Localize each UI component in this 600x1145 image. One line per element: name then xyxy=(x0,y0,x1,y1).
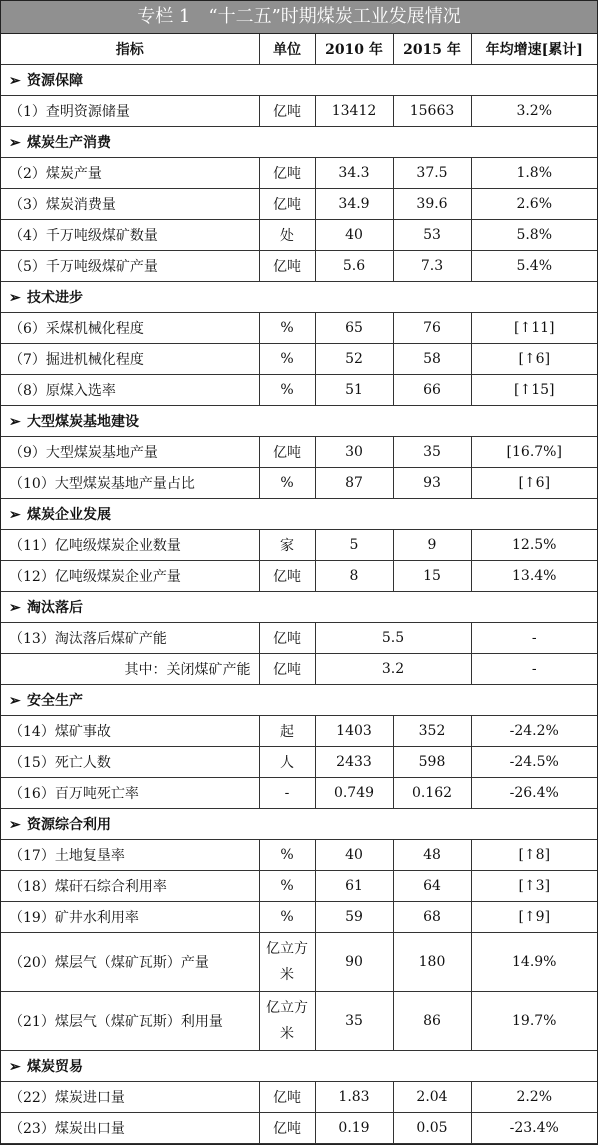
section-row xyxy=(1,592,597,623)
section-row xyxy=(1,282,597,313)
value-2010-cell: 35 xyxy=(315,992,393,1051)
growth-cell: - xyxy=(471,623,597,654)
unit-cell: 处 xyxy=(259,220,315,251)
table-row xyxy=(1,623,597,654)
growth-cell: [↑11] xyxy=(471,313,597,344)
value-2010-cell: 90 xyxy=(315,933,393,992)
value-2015-cell: 66 xyxy=(393,375,471,406)
growth-cell: - xyxy=(471,654,597,685)
unit-cell: % xyxy=(259,375,315,406)
value-2010-cell: 30 xyxy=(315,437,393,468)
growth-cell: 2.2% xyxy=(471,1082,597,1113)
section-label: 煤炭企业发展 xyxy=(27,507,111,523)
value-2010-cell: 34.3 xyxy=(315,158,393,189)
section-row xyxy=(1,809,597,840)
unit-cell: 亿吨 xyxy=(259,561,315,592)
growth-cell: [↑6] xyxy=(471,344,597,375)
growth-cell: 14.9% xyxy=(471,933,597,992)
growth-cell: [↑6] xyxy=(471,468,597,499)
indicator-name: （14）煤矿事故 xyxy=(1,716,259,747)
value-2010-cell: 40 xyxy=(315,220,393,251)
value-2015-cell: 37.5 xyxy=(393,158,471,189)
table-row xyxy=(1,840,597,871)
value-2015-cell: 93 xyxy=(393,468,471,499)
value-2015-cell: 352 xyxy=(393,716,471,747)
coal-indicator-table xyxy=(1,34,597,1144)
section-arrow-icon: ➢ xyxy=(9,507,21,523)
indicator-name: （8）原煤入选率 xyxy=(1,375,259,406)
unit-cell: % xyxy=(259,840,315,871)
table-row xyxy=(1,96,597,127)
growth-cell: [↑3] xyxy=(471,871,597,902)
section-arrow-icon: ➢ xyxy=(9,1059,21,1075)
growth-cell: -23.4% xyxy=(471,1113,597,1144)
value-2015-cell: 598 xyxy=(393,747,471,778)
header-indicator: 指标 xyxy=(1,34,259,65)
unit-cell: 亿吨 xyxy=(259,96,315,127)
indicator-name: （22）煤炭进口量 xyxy=(1,1082,259,1113)
value-2015-cell: 68 xyxy=(393,902,471,933)
indicator-name: （12）亿吨级煤炭企业产量 xyxy=(1,561,259,592)
indicator-name: （5）千万吨级煤矿产量 xyxy=(1,251,259,282)
value-2015-cell: 53 xyxy=(393,220,471,251)
value-2010-cell: 61 xyxy=(315,871,393,902)
unit-cell: 亿吨 xyxy=(259,158,315,189)
unit-cell: 起 xyxy=(259,716,315,747)
value-2010-cell: 0.19 xyxy=(315,1113,393,1144)
table-row xyxy=(1,654,597,685)
indicator-name: （13）淘汰落后煤矿产能 xyxy=(1,623,259,654)
growth-cell: -24.2% xyxy=(471,716,597,747)
table-row xyxy=(1,778,597,809)
table-row xyxy=(1,189,597,220)
table-row xyxy=(1,716,597,747)
indicator-name: （20）煤层气（煤矿瓦斯）产量 xyxy=(1,933,259,992)
growth-cell: 1.8% xyxy=(471,158,597,189)
indicator-name: （19）矿井水利用率 xyxy=(1,902,259,933)
value-2015-cell: 86 xyxy=(393,992,471,1051)
unit-cell: 亿吨 xyxy=(259,623,315,654)
section-arrow-icon: ➢ xyxy=(9,817,21,833)
unit-cell: 亿吨 xyxy=(259,189,315,220)
table-body xyxy=(1,65,597,1144)
indicator-name: 其中：关闭煤矿产能 xyxy=(1,654,259,685)
section-header xyxy=(1,406,597,437)
table-row xyxy=(1,933,597,992)
indicator-name: （21）煤层气（煤矿瓦斯）利用量 xyxy=(1,992,259,1051)
value-2010-cell: 1403 xyxy=(315,716,393,747)
growth-cell: -26.4% xyxy=(471,778,597,809)
section-label: 安全生产 xyxy=(27,693,83,709)
value-2010-cell: 1.83 xyxy=(315,1082,393,1113)
indicator-name: （4）千万吨级煤矿数量 xyxy=(1,220,259,251)
value-2010-cell: 87 xyxy=(315,468,393,499)
value-2015-cell: 2.04 xyxy=(393,1082,471,1113)
section-arrow-icon: ➢ xyxy=(9,135,21,151)
value-2015-cell: 76 xyxy=(393,313,471,344)
table-row xyxy=(1,220,597,251)
growth-cell: 13.4% xyxy=(471,561,597,592)
table-row xyxy=(1,871,597,902)
section-header xyxy=(1,685,597,716)
indicator-name: （9）大型煤炭基地产量 xyxy=(1,437,259,468)
growth-cell: [↑9] xyxy=(471,902,597,933)
section-header xyxy=(1,809,597,840)
indicator-name: （6）采煤机械化程度 xyxy=(1,313,259,344)
value-2015-cell: 0.05 xyxy=(393,1113,471,1144)
value-2015-cell: 35 xyxy=(393,437,471,468)
value-2010-cell: 5.6 xyxy=(315,251,393,282)
value-2010-cell: 0.749 xyxy=(315,778,393,809)
section-row xyxy=(1,685,597,716)
table-row xyxy=(1,375,597,406)
table-row xyxy=(1,158,597,189)
header-row xyxy=(1,34,597,65)
growth-cell: [16.7%] xyxy=(471,437,597,468)
value-2015-cell: 64 xyxy=(393,871,471,902)
value-2010-cell: 5 xyxy=(315,530,393,561)
section-label: 煤炭贸易 xyxy=(27,1059,83,1075)
unit-cell: % xyxy=(259,902,315,933)
table-row xyxy=(1,437,597,468)
unit-cell: 家 xyxy=(259,530,315,561)
indicator-name: （17）土地复垦率 xyxy=(1,840,259,871)
table-row xyxy=(1,530,597,561)
value-2010-cell: 52 xyxy=(315,344,393,375)
growth-cell: 12.5% xyxy=(471,530,597,561)
section-header xyxy=(1,65,597,96)
growth-cell: [↑15] xyxy=(471,375,597,406)
value-2010-cell: 13412 xyxy=(315,96,393,127)
section-header xyxy=(1,127,597,158)
value-2015-cell: 15663 xyxy=(393,96,471,127)
section-label: 资源保障 xyxy=(27,73,83,89)
combined-value-cell: 5.5 xyxy=(315,623,471,654)
unit-cell: % xyxy=(259,313,315,344)
section-header xyxy=(1,282,597,313)
table-row xyxy=(1,468,597,499)
value-2015-cell: 15 xyxy=(393,561,471,592)
value-2010-cell: 59 xyxy=(315,902,393,933)
table-row xyxy=(1,902,597,933)
growth-cell: 3.2% xyxy=(471,96,597,127)
growth-cell: 5.4% xyxy=(471,251,597,282)
unit-cell: 亿吨 xyxy=(259,1082,315,1113)
section-row xyxy=(1,1051,597,1082)
unit-cell: 亿立方米 xyxy=(259,992,315,1051)
growth-cell: [↑8] xyxy=(471,840,597,871)
section-arrow-icon: ➢ xyxy=(9,693,21,709)
indicator-name: （18）煤矸石综合利用率 xyxy=(1,871,259,902)
section-row xyxy=(1,127,597,158)
section-label: 大型煤炭基地建设 xyxy=(27,414,139,430)
indicator-name: （16）百万吨死亡率 xyxy=(1,778,259,809)
section-label: 煤炭生产消费 xyxy=(27,135,111,151)
unit-cell: % xyxy=(259,468,315,499)
unit-cell: 亿吨 xyxy=(259,251,315,282)
growth-cell: 5.8% xyxy=(471,220,597,251)
value-2015-cell: 9 xyxy=(393,530,471,561)
table-row xyxy=(1,251,597,282)
value-2010-cell: 65 xyxy=(315,313,393,344)
table-row xyxy=(1,313,597,344)
section-arrow-icon: ➢ xyxy=(9,414,21,430)
section-row xyxy=(1,406,597,437)
section-arrow-icon: ➢ xyxy=(9,73,21,89)
value-2010-cell: 51 xyxy=(315,375,393,406)
header-2015: 2015 年 xyxy=(393,34,471,65)
unit-cell: % xyxy=(259,871,315,902)
value-2010-cell: 2433 xyxy=(315,747,393,778)
combined-value-cell: 3.2 xyxy=(315,654,471,685)
indicator-name: （1）查明资源储量 xyxy=(1,96,259,127)
section-arrow-icon: ➢ xyxy=(9,290,21,306)
section-row xyxy=(1,499,597,530)
unit-cell: % xyxy=(259,344,315,375)
section-header xyxy=(1,592,597,623)
section-label: 淘汰落后 xyxy=(27,600,83,616)
section-header xyxy=(1,499,597,530)
table-row xyxy=(1,992,597,1051)
value-2010-cell: 34.9 xyxy=(315,189,393,220)
growth-cell: -24.5% xyxy=(471,747,597,778)
section-header xyxy=(1,1051,597,1082)
indicator-name: （15）死亡人数 xyxy=(1,747,259,778)
growth-cell: 2.6% xyxy=(471,189,597,220)
value-2015-cell: 7.3 xyxy=(393,251,471,282)
section-label: 资源综合利用 xyxy=(27,817,111,833)
table-title: 专栏 1 “十二五”时期煤炭工业发展情况 xyxy=(1,1,597,34)
unit-cell: - xyxy=(259,778,315,809)
indicator-name: （2）煤炭产量 xyxy=(1,158,259,189)
indicator-name: （10）大型煤炭基地产量占比 xyxy=(1,468,259,499)
value-2015-cell: 58 xyxy=(393,344,471,375)
table-row xyxy=(1,1113,597,1144)
header-2010: 2010 年 xyxy=(315,34,393,65)
indicator-name: （23）煤炭出口量 xyxy=(1,1113,259,1144)
indicator-name: （11）亿吨级煤炭企业数量 xyxy=(1,530,259,561)
value-2015-cell: 180 xyxy=(393,933,471,992)
header-growth: 年均增速[累计] xyxy=(471,34,597,65)
unit-cell: 亿吨 xyxy=(259,654,315,685)
section-row xyxy=(1,65,597,96)
table-row xyxy=(1,747,597,778)
value-2015-cell: 0.162 xyxy=(393,778,471,809)
growth-cell: 19.7% xyxy=(471,992,597,1051)
unit-cell: 亿吨 xyxy=(259,437,315,468)
unit-cell: 亿立方米 xyxy=(259,933,315,992)
header-unit: 单位 xyxy=(259,34,315,65)
table-row xyxy=(1,344,597,375)
indicator-name: （7）掘进机械化程度 xyxy=(1,344,259,375)
unit-cell: 人 xyxy=(259,747,315,778)
unit-cell: 亿吨 xyxy=(259,1113,315,1144)
value-2015-cell: 39.6 xyxy=(393,189,471,220)
value-2015-cell: 48 xyxy=(393,840,471,871)
value-2010-cell: 8 xyxy=(315,561,393,592)
section-label: 技术进步 xyxy=(27,290,83,306)
value-2010-cell: 40 xyxy=(315,840,393,871)
table-row xyxy=(1,1082,597,1113)
indicator-name: （3）煤炭消费量 xyxy=(1,189,259,220)
table-row xyxy=(1,561,597,592)
section-arrow-icon: ➢ xyxy=(9,600,21,616)
